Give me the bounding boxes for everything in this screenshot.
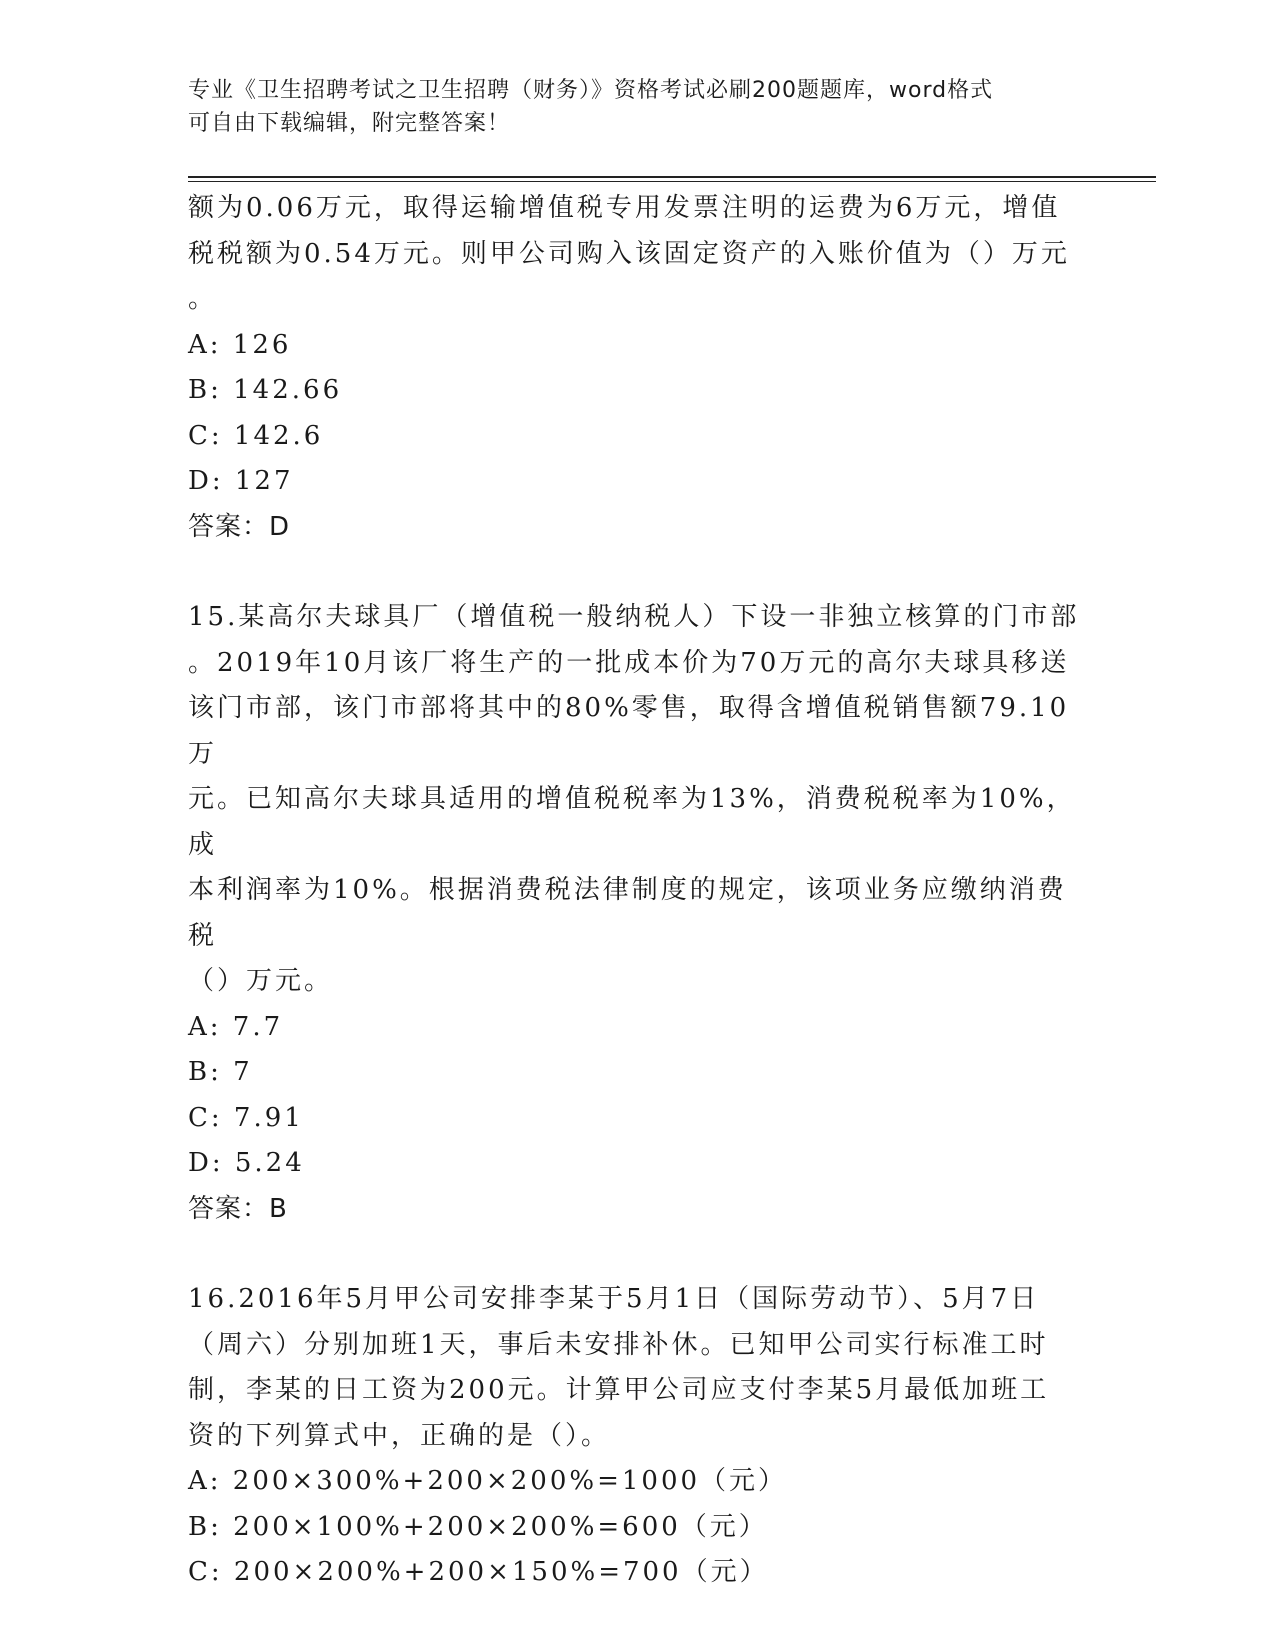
question-15-stem-line-2: 。2019年10月该厂将生产的一批成本价为70万元的高尔夫球具移送 (188, 647, 1070, 678)
header-title-line-1: 专业《卫生招聘考试之卫生招聘（财务）》资格考试必刷200题题库，word格式 (188, 78, 994, 103)
question-15-stem-line-1: 15.某高尔夫球具厂（增值税一般纳税人）下设一非独立核算的门市部 (188, 602, 1080, 632)
question-14-option-b: B: 142.66 (188, 375, 343, 405)
page-header (188, 74, 1068, 140)
question-16-stem-line-3: 制，李某的日工资为200元。计算甲公司应支付李某5月最低加班工 (188, 1375, 1050, 1405)
question-16-option-b: B: 200×100%+200×200%=600（元） (188, 1511, 768, 1542)
question-16-option-a: A: 200×300%+200×200%=1000（元） (188, 1466, 788, 1496)
question-15-option-b: B: 7 (188, 1057, 253, 1087)
question-16-stem-line-4: 资的下列算式中，正确的是（）。 (188, 1420, 611, 1451)
question-14-stem-line-1: 额为0.06万元，取得运输增值税专用发票注明的运费为6万元，增值 (188, 193, 1061, 223)
header-rule-thick (188, 176, 1156, 178)
spacer (188, 550, 1088, 595)
header-rule-thin (188, 181, 1156, 182)
question-14-option-c: C: 142.6 (188, 420, 324, 451)
question-content (188, 186, 1088, 1596)
question-16-option-c: C: 200×200%+200×150%=700（元） (188, 1557, 769, 1587)
question-16-stem-line-1: 16.2016年5月甲公司安排李某于5月1日（国际劳动节）、5月7日 (188, 1284, 1040, 1314)
spacer (188, 1232, 1088, 1277)
header-title-line-2: 可自由下载编辑，附完整答案！ (188, 111, 511, 136)
question-15-stem-line-5: 本利润率为10%。根据消费税法律制度的规定，该项业务应缴纳消费税 (188, 875, 1067, 951)
question-16-stem-line-2: （周六）分别加班1天，事后未安排补休。已知甲公司实行标准工时 (188, 1329, 1049, 1360)
question-14 (188, 186, 1088, 550)
question-14-answer: 答案：D (188, 511, 291, 542)
question-14-option-d: D: 127 (188, 466, 294, 496)
question-14-option-a: A: 126 (188, 329, 292, 360)
question-15-option-d: D: 5.24 (188, 1148, 305, 1178)
question-14-stem-line-2: 税税额为0.54万元。则甲公司购入该固定资产的入账价值为（）万元 (188, 238, 1070, 269)
question-15-stem-line-6: （）万元。 (188, 966, 334, 996)
question-14-stem-line-3: 。 (188, 284, 218, 314)
question-15 (188, 595, 1088, 1232)
question-16 (188, 1277, 1088, 1596)
question-15-stem-line-3: 该门市部，该门市部将其中的80%零售，取得含增值税销售额79.10万 (188, 693, 1070, 769)
question-15-answer: 答案：B (188, 1193, 288, 1224)
question-15-option-c: C: 7.91 (188, 1102, 304, 1133)
question-15-option-a: A: 7.7 (188, 1011, 284, 1042)
question-15-stem-line-4: 元。已知高尔夫球具适用的增值税税率为13%，消费税税率为10%，成 (188, 784, 1076, 860)
